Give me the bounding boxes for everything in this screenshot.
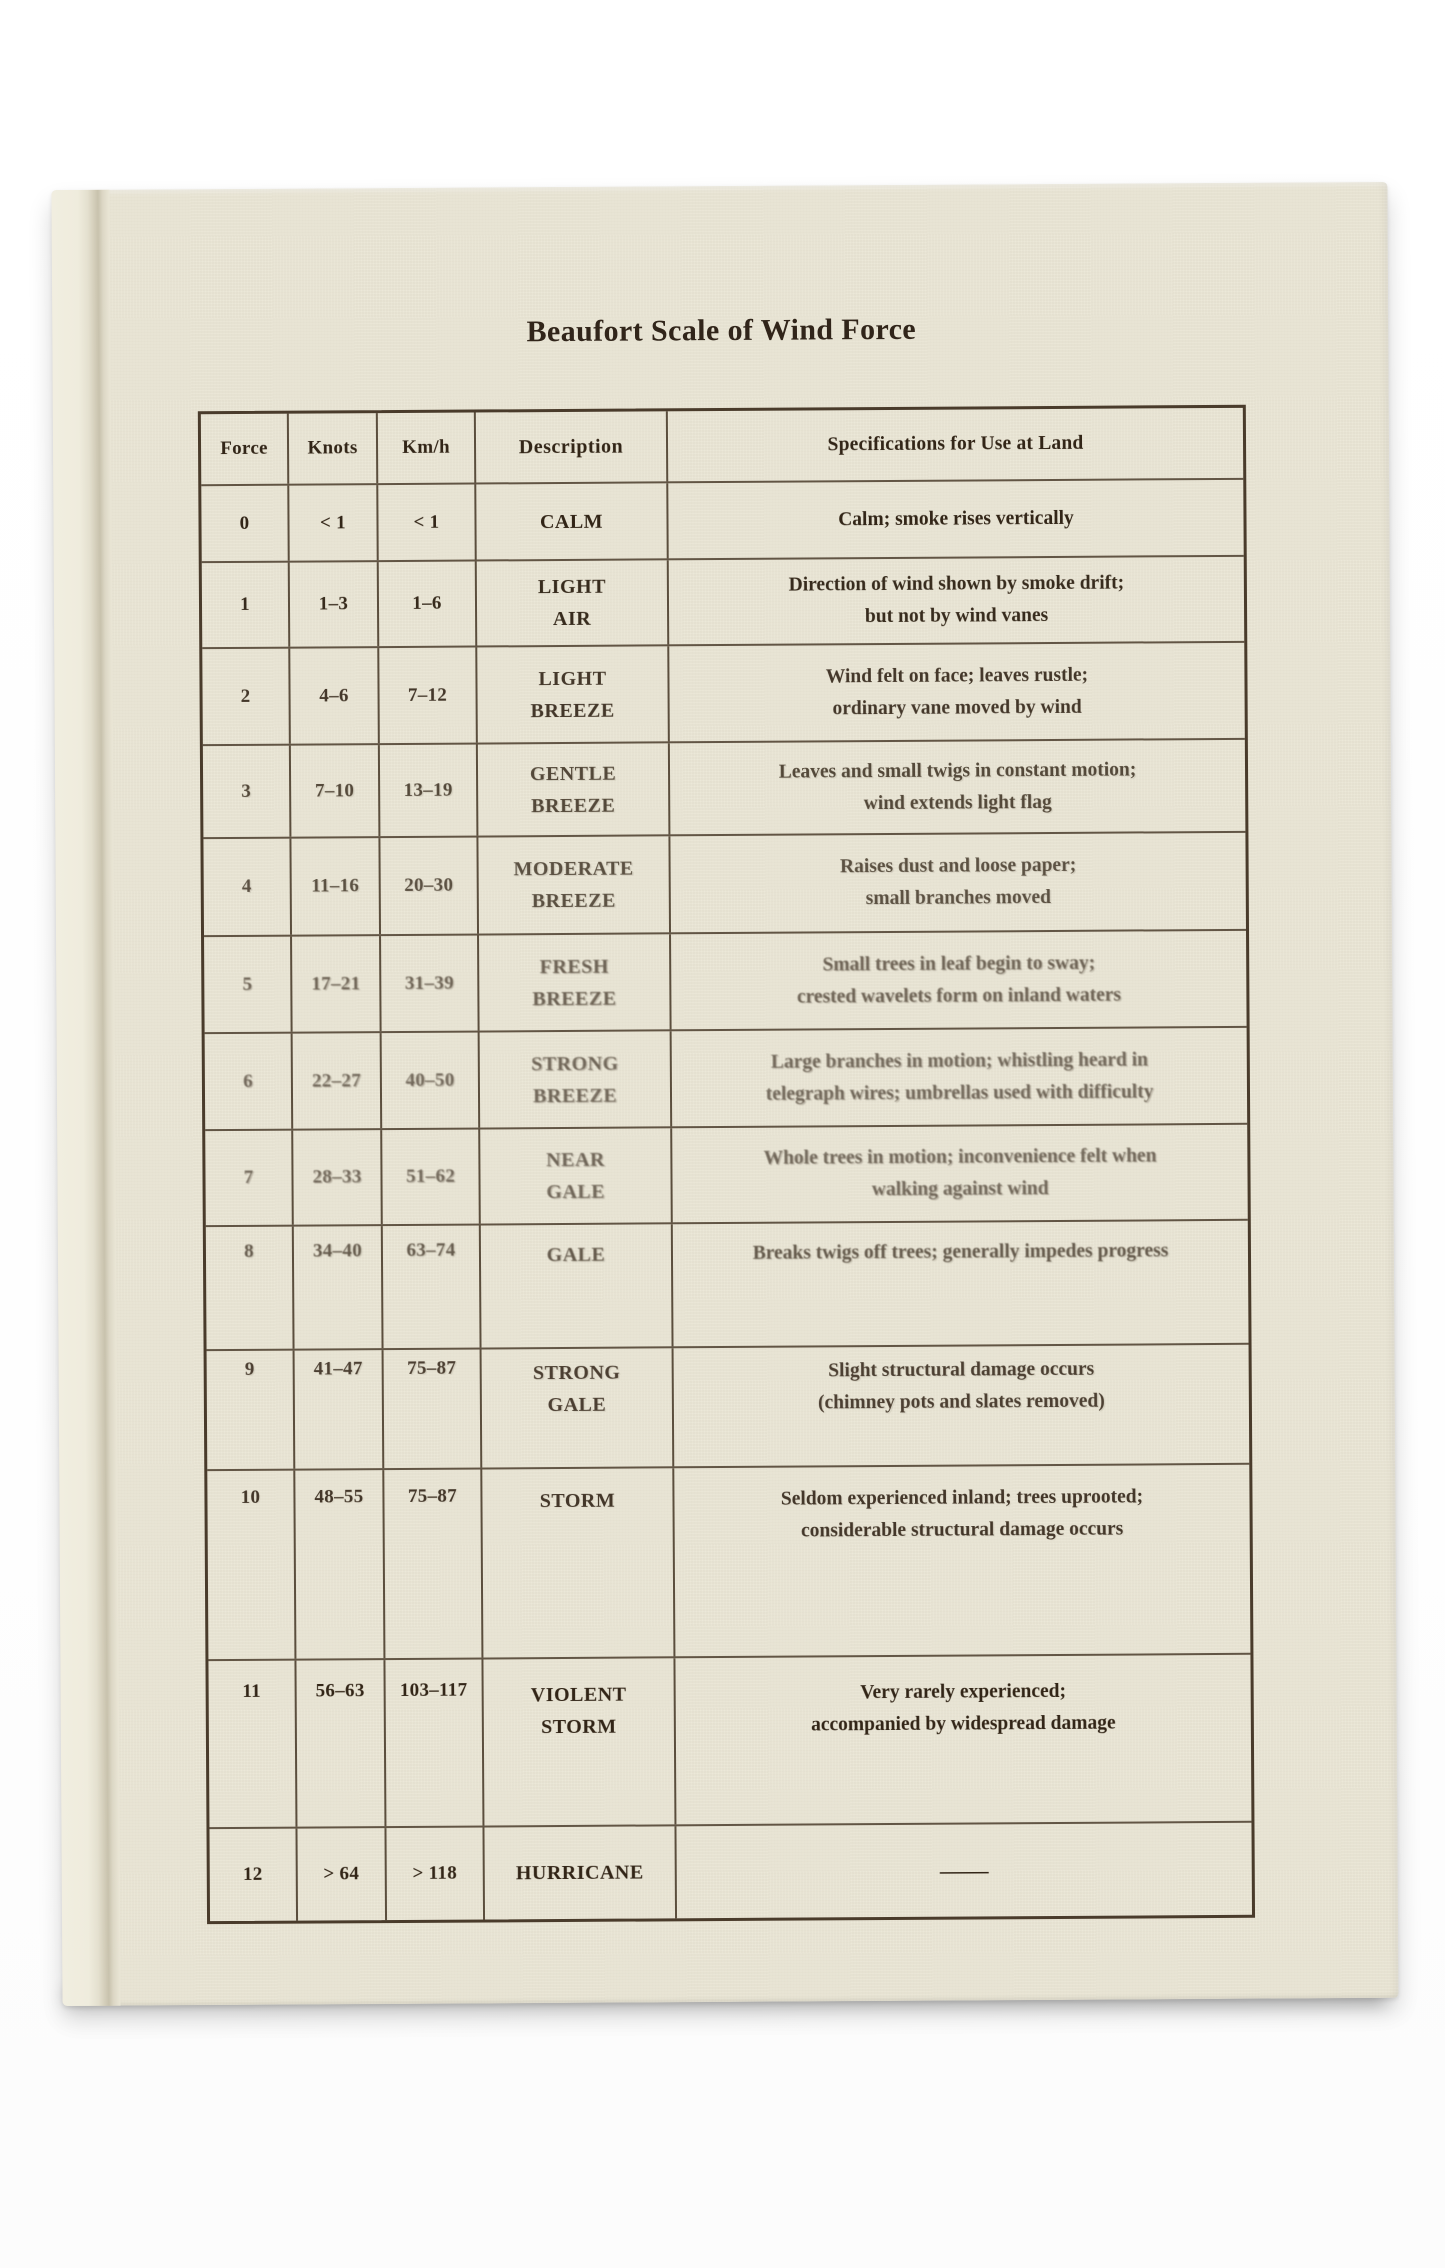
cell-description — [476, 483, 668, 559]
cell-knots — [297, 1828, 387, 1921]
cell-text: GENTLE — [529, 762, 617, 785]
cell-spec — [669, 557, 1245, 645]
cell-force — [202, 649, 291, 745]
cell-text: 7 — [243, 1166, 254, 1188]
header-cell-spec — [668, 408, 1243, 482]
cell-text: 1 — [240, 593, 250, 615]
cell-knots — [295, 1350, 385, 1469]
cell-text: Specifications for Use at Land — [827, 433, 1084, 456]
cell-description — [483, 1658, 676, 1825]
cell-text: Direction of wind shown by smoke drift; — [788, 572, 1125, 597]
cell-text: wind extends light flag — [863, 791, 1052, 814]
cell-kmh — [384, 1349, 483, 1468]
cell-knots — [291, 838, 381, 935]
cell-text: 6 — [242, 1070, 253, 1092]
table-row — [203, 831, 1246, 935]
cell-text: BREEZE — [531, 889, 616, 913]
cell-text: Slight structural damage occurs — [828, 1358, 1095, 1382]
cell-text: STORM — [539, 1489, 616, 1513]
cell-spec — [676, 1823, 1252, 1919]
table-row — [203, 738, 1246, 837]
cell-text: Breaks twigs off trees; generally impedes progress — [752, 1240, 1169, 1264]
table-header-row — [201, 408, 1243, 484]
cell-text: BREEZE — [532, 1084, 618, 1107]
cell-kmh — [385, 1659, 484, 1826]
cell-text: 31–39 — [404, 972, 454, 994]
cell-text: 0 — [239, 512, 250, 534]
cell-text: 1–6 — [412, 592, 442, 614]
cell-text: Large branches in motion; whistling heard in — [770, 1049, 1148, 1073]
cell-spec — [670, 833, 1246, 933]
cell-text: 17–21 — [311, 972, 361, 995]
cell-text: LIGHT — [538, 667, 607, 690]
cell-force — [207, 1471, 296, 1660]
cell-text: BREEZE — [530, 699, 615, 722]
cell-text: 7–12 — [407, 684, 448, 706]
cell-text: BREEZE — [532, 987, 617, 1010]
cell-force — [203, 746, 292, 838]
cell-knots — [290, 648, 380, 744]
cell-text: Wind felt on face; leaves rustle; — [825, 664, 1089, 688]
cell-text: Very rarely experienced; — [860, 1680, 1067, 1704]
cell-force — [205, 1034, 294, 1130]
cell-description — [480, 1031, 673, 1127]
cell-description — [477, 560, 670, 645]
page-title: Beaufort Scale of Wind Force — [526, 312, 917, 349]
cell-text: Small trees in leaf begin to sway; — [822, 952, 1096, 976]
cell-text: (chimney pots and slates removed) — [817, 1390, 1105, 1414]
cell-description — [478, 743, 671, 835]
cell-spec — [668, 480, 1243, 559]
cell-kmh — [381, 935, 480, 1031]
cell-spec — [670, 740, 1246, 835]
cell-text: 4–6 — [319, 684, 349, 706]
cell-spec — [674, 1465, 1250, 1657]
cell-text: walking against wind — [871, 1178, 1049, 1201]
cell-description — [478, 836, 671, 933]
cell-text: Description — [518, 435, 624, 459]
beaufort-table — [198, 405, 1255, 1924]
cell-text: but not by wind vanes — [864, 605, 1049, 628]
cell-text: 41–47 — [313, 1358, 363, 1380]
cell-description — [482, 1348, 675, 1467]
cell-text: 12 — [242, 1863, 263, 1885]
cell-text: HURRICANE — [515, 1861, 644, 1885]
cell-description — [479, 934, 672, 1030]
cell-text: Calm; smoke rises vertically — [838, 507, 1074, 531]
cell-description — [477, 646, 670, 742]
cell-knots — [293, 1130, 383, 1225]
cell-text: LIGHT — [537, 575, 606, 599]
cell-text: Km/h — [402, 436, 450, 458]
cell-text: small branches moved — [865, 887, 1051, 910]
cell-text: < 1 — [319, 511, 347, 533]
cell-kmh — [380, 838, 479, 935]
cell-text: 11–16 — [311, 875, 360, 897]
cell-text: VIOLENT — [530, 1683, 627, 1707]
cell-text: telegraph wires; umbrellas used with difficulty — [765, 1080, 1154, 1105]
cell-force — [209, 1829, 298, 1922]
cell-text: considerable structural damage occurs — [800, 1518, 1124, 1542]
table-row — [209, 1821, 1252, 1921]
cell-text: 22–27 — [311, 1069, 361, 1092]
cell-text: AIR — [552, 607, 592, 631]
cell-text: crested wavelets form on inland waters — [796, 984, 1121, 1008]
cell-text: 10 — [240, 1486, 261, 1508]
cell-text: 11 — [242, 1680, 261, 1702]
cell-text: Seldom experienced inland; trees uprooted; — [780, 1486, 1144, 1510]
cell-description — [481, 1224, 674, 1347]
cell-text: 4 — [241, 875, 252, 897]
cell-text: GALE — [546, 1243, 606, 1267]
table-row — [201, 478, 1243, 561]
cell-text: GALE — [547, 1393, 607, 1417]
book-spine — [51, 190, 120, 2006]
cell-text: 75–87 — [407, 1485, 458, 1507]
cell-text: 28–33 — [312, 1166, 362, 1188]
table-row — [204, 929, 1247, 1032]
cell-knots — [289, 485, 378, 561]
header-cell-kmh — [378, 413, 476, 484]
cell-text: 3 — [241, 780, 252, 802]
cell-spec — [672, 1028, 1248, 1127]
cell-text: 13–19 — [403, 779, 453, 801]
table-row — [202, 641, 1245, 744]
cell-knots — [296, 1660, 386, 1827]
cell-spec — [674, 1345, 1250, 1467]
header-cell-knots — [289, 413, 378, 484]
cell-text: 8 — [243, 1240, 254, 1262]
cell-text: STRONG — [531, 1052, 619, 1075]
cell-description — [484, 1826, 677, 1919]
cell-text: FRESH — [539, 955, 609, 978]
cell-kmh — [378, 485, 476, 561]
cell-knots — [290, 562, 380, 647]
cell-spec — [669, 643, 1245, 742]
cell-kmh — [384, 1469, 483, 1658]
cell-text: < 1 — [413, 511, 440, 533]
cell-spec — [675, 1655, 1251, 1825]
cell-kmh — [382, 1032, 481, 1128]
cell-text: Force — [220, 437, 268, 460]
cell-knots — [292, 936, 382, 1032]
header-cell-force — [201, 414, 289, 485]
cell-text: 5 — [242, 973, 253, 995]
cell-force — [205, 1131, 294, 1226]
cell-spec — [671, 931, 1247, 1030]
cell-spec — [673, 1221, 1249, 1347]
cell-text: 75–87 — [407, 1357, 457, 1379]
cell-text: MODERATE — [513, 857, 634, 881]
cell-text: — — [940, 1858, 989, 1883]
cell-text: 1–3 — [318, 593, 349, 615]
cell-spec — [672, 1125, 1248, 1223]
cell-kmh — [379, 562, 478, 647]
cell-text: 63–74 — [406, 1239, 456, 1261]
cell-description — [480, 1128, 673, 1223]
cell-kmh — [379, 648, 478, 744]
cell-knots — [293, 1033, 383, 1129]
cell-force — [207, 1351, 296, 1470]
cell-text: Whole trees in motion; inconvenience felt when — [763, 1145, 1157, 1170]
cell-text: 48–55 — [314, 1486, 364, 1508]
cell-text: BREEZE — [531, 794, 616, 817]
cell-force — [202, 563, 291, 648]
cell-force — [204, 937, 293, 1033]
table-row — [207, 1463, 1250, 1659]
table-row — [208, 1653, 1251, 1827]
cell-text: 2 — [240, 685, 251, 707]
cell-text: ordinary vane moved by wind — [832, 696, 1082, 719]
cell-force — [206, 1227, 295, 1350]
cell-text: 34–40 — [312, 1240, 363, 1262]
cell-text: Raises dust and loose paper; — [839, 855, 1077, 878]
cell-kmh — [382, 1129, 481, 1224]
cell-force — [201, 486, 289, 562]
cell-text: NEAR — [545, 1148, 605, 1172]
cell-kmh — [380, 745, 479, 837]
cell-text: > 118 — [412, 1862, 458, 1884]
cell-text: 103–117 — [399, 1679, 468, 1701]
cell-text: Leaves and small twigs in constant motion; — [778, 759, 1137, 783]
cell-text: GALE — [546, 1180, 606, 1204]
cell-force — [208, 1661, 297, 1828]
cell-knots — [291, 745, 381, 837]
cell-text: CALM — [539, 510, 604, 533]
cell-text: 56–63 — [315, 1680, 365, 1702]
cell-knots — [295, 1470, 385, 1659]
header-cell-description — [476, 411, 668, 482]
cell-kmh — [386, 1827, 485, 1920]
table-row — [202, 555, 1245, 647]
cell-text: STORM — [541, 1715, 617, 1739]
cell-kmh — [383, 1225, 482, 1348]
cell-text: 51–62 — [405, 1165, 456, 1187]
table-row — [207, 1343, 1250, 1469]
cell-text: 9 — [244, 1358, 255, 1380]
cell-text: > 64 — [323, 1863, 360, 1885]
book-cover — [51, 182, 1398, 2006]
cell-description — [482, 1468, 675, 1657]
cell-force — [203, 839, 292, 936]
cell-text: Knots — [307, 437, 358, 459]
table-row — [205, 1123, 1248, 1225]
cell-text: 7–10 — [314, 779, 355, 801]
table-row — [206, 1219, 1249, 1349]
table-row — [205, 1026, 1248, 1129]
cell-text: STRONG — [532, 1361, 621, 1385]
cell-text: accompanied by widespread damage — [810, 1712, 1116, 1736]
cell-knots — [294, 1226, 384, 1349]
cell-text: 20–30 — [404, 874, 454, 896]
cell-text: 40–50 — [405, 1069, 455, 1091]
